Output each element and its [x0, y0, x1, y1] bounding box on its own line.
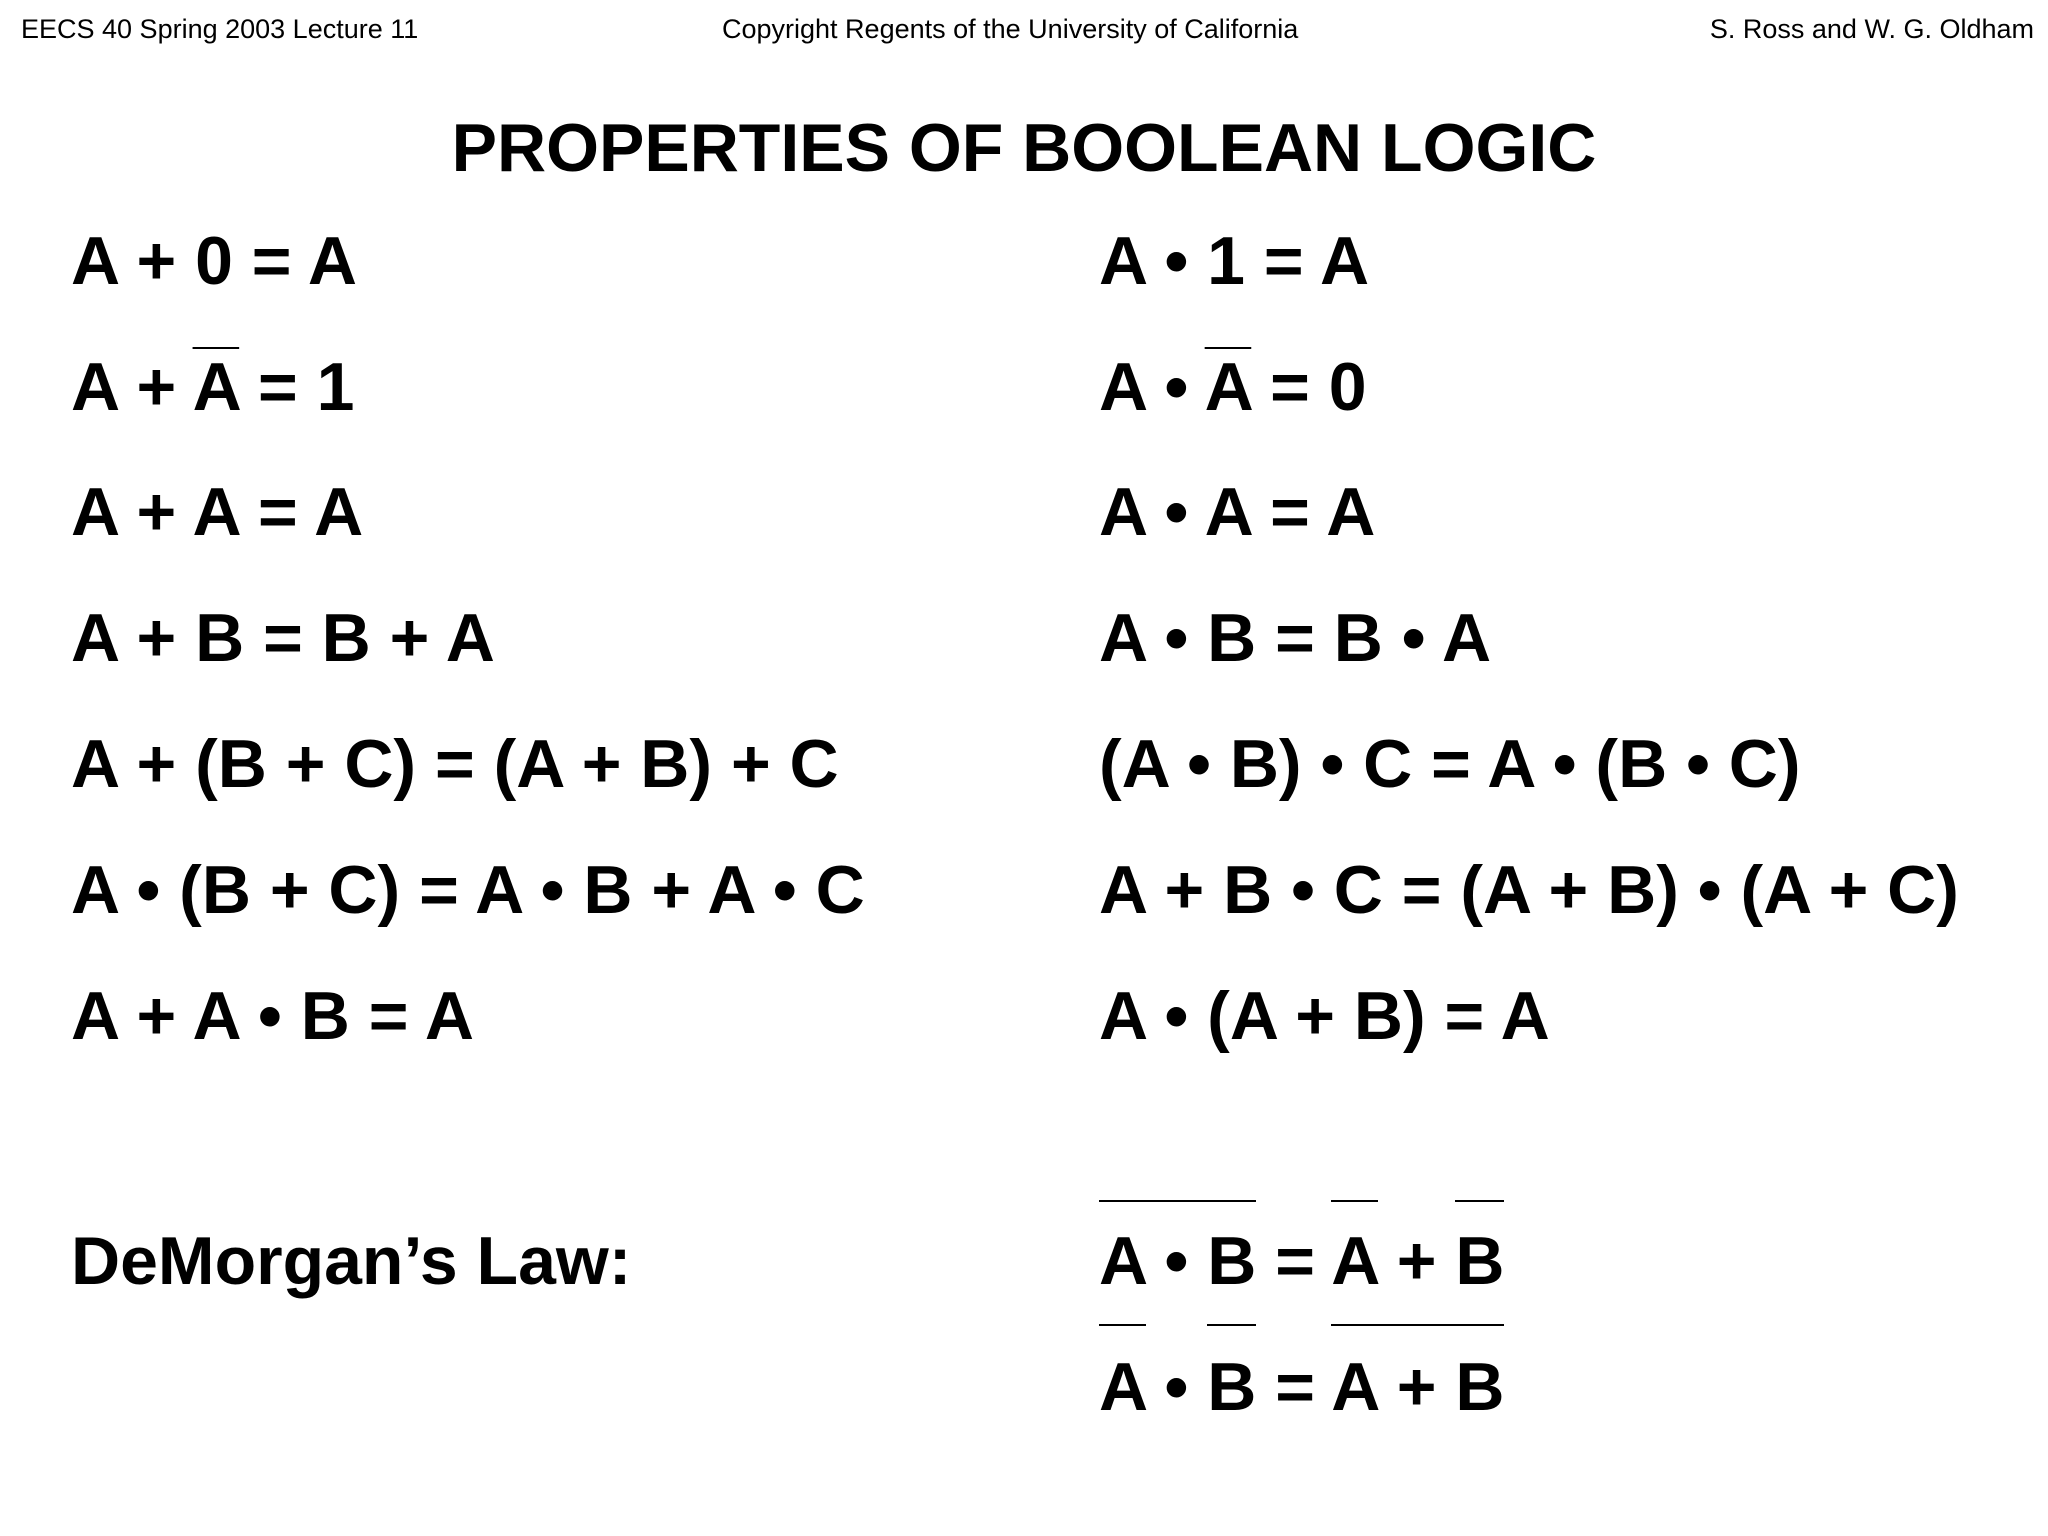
right-idempotent-and: A • A = A [1099, 474, 1376, 550]
demorgan-equation-1: A • B = A + B [1099, 1223, 1505, 1299]
right-distributive: A + B • C = (A + B) • (A + C) [1099, 852, 1959, 928]
overbar-a: $\overline{A}$ [1204, 349, 1252, 425]
overbar-a-plus-b-sum [1331, 1324, 1504, 1326]
overbar-ab-product [1099, 1200, 1256, 1202]
right-absorption: A • (A + B) = A [1099, 978, 1550, 1054]
left-associative-or: A + (B + C) = (A + B) + C [71, 726, 839, 802]
left-distributive: A • (B + C) = A • B + A • C [71, 852, 865, 928]
right-commutative-and: A • B = B • A [1099, 600, 1492, 676]
overbar-a: $\overline{A}$ [192, 349, 240, 425]
slide-title: PROPERTIES OF BOOLEAN LOGIC [451, 110, 1597, 186]
header-copyright-text: Copyright Regents of the University of California [722, 14, 1299, 44]
overbar-a [1099, 1324, 1146, 1326]
demorgan-label: DeMorgan’s Law: [71, 1223, 632, 1299]
left-identity-or: A + 0 = A [71, 223, 357, 299]
header-left-text: EECS 40 Spring 2003 Lecture 11 [21, 14, 419, 44]
header-authors-text: S. Ross and W. G. Oldham [1709, 14, 2034, 44]
left-idempotent-or: A + A = A [71, 474, 364, 550]
right-complement-and: A • $\overline{A} = 0$ [1099, 349, 1367, 425]
right-associative-and: (A • B) • C = A • (B • C) [1099, 726, 1801, 802]
left-commutative-or: A + B = B + A [71, 600, 495, 676]
right-identity-and: A • 1 = A [1099, 223, 1370, 299]
left-complement-or: $A + \overline{A} = 1$ [71, 349, 355, 425]
demorgan-equation-2: A • B = A + B [1099, 1349, 1505, 1425]
overbar-a [1331, 1200, 1378, 1202]
overbar-b [1455, 1200, 1504, 1202]
overbar-b [1207, 1324, 1256, 1326]
left-absorption: A + A • B = A [71, 978, 474, 1054]
